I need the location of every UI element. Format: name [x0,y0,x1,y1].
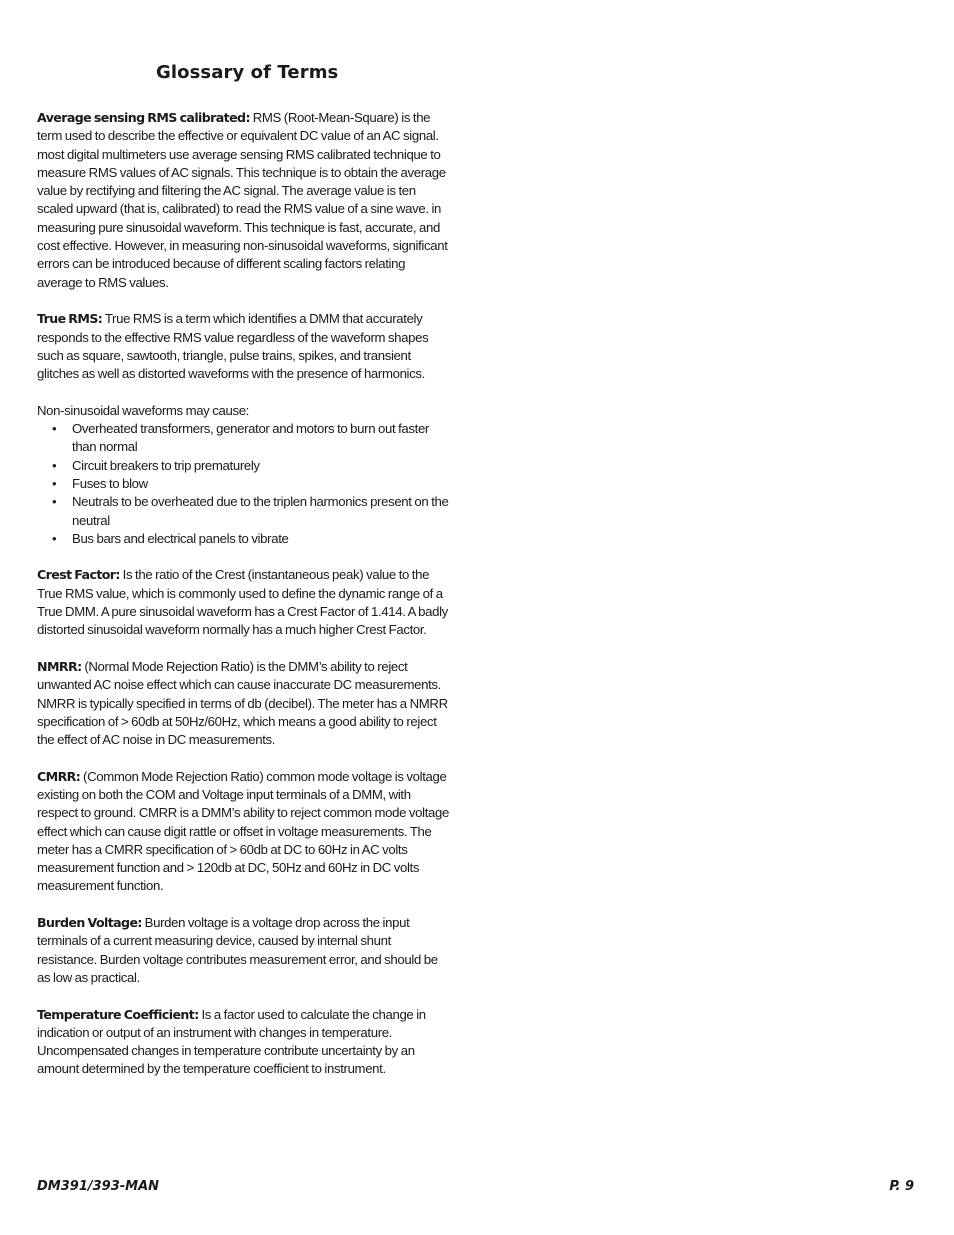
term-definition: Is a factor used to calculate the change in indication or output of an instrument with changes in temperature. Uncompensated changes in temperature contribute uncertainty by an amount determined by the temperature coefficient to instrument. [37,1006,426,1077]
term-definition: Burden voltage is a voltage drop across the input terminals of a current measuring device, caused by internal shunt resistance. Burden voltage contributes measurement error, and should be as low as practical. [37,915,438,985]
entry-true-rms [37,310,452,383]
list-item [37,475,452,493]
term-definition: Is the ratio of the Crest (instantaneous peak) value to the True RMS value, which is commonly used to define the dynamic range of a True DMM. A pure sinusoidal waveform has a Crest Factor of 1.414. A badly distorted sinusoidal waveform normally has a much higher Crest Factor. [37,567,448,638]
list-item-text: Bus bars and electrical panels to vibrate [72,530,289,546]
list-item [37,493,452,530]
term-definition: (Normal Mode Rejection Ratio) is the DMM’s ability to reject unwanted AC noise effect which can cause inaccurate DC measurements. NMRR is typically specified in terms of db (decibel). The meter has a NMRR specification of > 60db at 50Hz/60Hz, which means a good ability to reject the effect of AC noise in DC measurements. [37,658,448,748]
bullet-icon: • [52,421,57,437]
glossary-body [37,109,452,1097]
term-label: Crest Factor: [37,567,120,583]
list-item [37,457,452,475]
term-label: NMRR: [37,658,82,674]
nonsinusoidal-effects [37,402,452,548]
term-label: CMRR: [37,768,81,784]
term-label: Burden Voltage: [37,915,142,931]
term-label: Temperature Coefficient: [37,1006,199,1022]
term-definition: RMS (Root-Mean-Square) is the term used to describe the effective or equivalent DC value of an AC signal. most digital multimeters use average sensing RMS calibrated technique to measure RMS values of AC signals. This technique is to obtain the average value by rectifying and filtering the AC signal. The average value is ten scaled upward (that is, calibrated) to read the RMS value of a sine wave. in measuring pure sinusoidal waveform. This technique is fast, accurate, and cost effective. However, in measuring non-sinusoidal waveforms, significant errors can be introduced because of different scaling factors relating average to RMS values. [37,110,448,290]
entry-nmrr [37,658,452,749]
bullet-icon: • [52,494,57,510]
list-item [37,530,452,548]
list-item [37,420,452,457]
effects-list [37,420,452,548]
footer-document-id: DM391/393-MAN [37,1179,160,1194]
entry-temperature-coefficient [37,1006,452,1079]
term-definition: (Common Mode Rejection Ratio) common mode voltage is voltage existing on both the COM and Voltage input terminals of a DMM, with respect to ground. CMRR is a DMM’s ability to reject common mode voltage effect which can cause digit rattle or offset in voltage measurements. The meter has a CMRR specification of > 60db at DC to 60Hz in AC volts measurement function and > 120db at DC, 50Hz and 60Hz in DC volts measurement function. [37,768,449,894]
footer-page-number: P. 9 [889,1179,914,1194]
entry-burden-voltage [37,914,452,987]
entry-cmrr [37,768,452,896]
entry-average-sensing-rms [37,109,452,292]
entry-crest-factor [37,566,452,639]
bullet-icon: • [52,475,57,491]
bullet-icon: • [52,457,57,473]
list-item-text: Neutrals to be overheated due to the triplen harmonics present on the neutral [72,494,449,528]
list-item-text: Circuit breakers to trip prematurely [72,457,260,473]
term-definition: True RMS is a term which identifies a DMM that accurately responds to the effective RMS value regardless of the waveform shapes such as square, sawtooth, triangle, pulse trains, spikes, and transient glitches as well as distorted waveforms with the presence of harmonics. [37,311,429,382]
list-item-text: Fuses to blow [72,475,148,491]
term-label: True RMS: [37,311,103,327]
list-item-text: Overheated transformers, generator and motors to burn out faster than normal [72,421,429,455]
page-title: Glossary of Terms [156,62,339,83]
list-intro: Non-sinusoidal waveforms may cause: [37,402,249,418]
term-label: Average sensing RMS calibrated: [37,110,250,125]
bullet-icon: • [52,530,57,546]
